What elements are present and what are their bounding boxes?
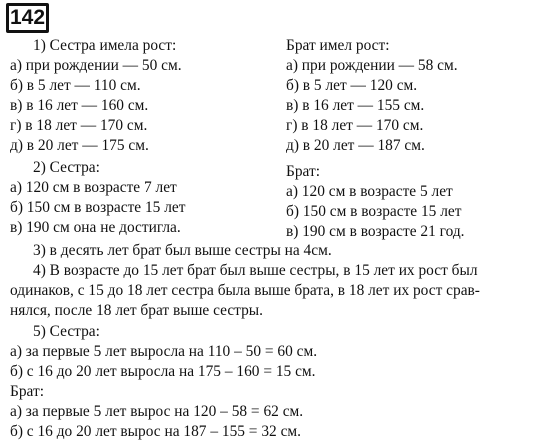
brother-height-item: а) при рождении — 58 см. [286,57,458,74]
growth-brother-heading: Брат: [10,383,44,400]
sister-height-heading: 1) Сестра имела рост: [33,37,177,54]
brother-height-heading: Брат имел рост: [286,37,390,54]
sister-height-item: а) при рождении — 50 см. [10,57,182,74]
brother-milestone-item: в) 190 см в возрасте 21 год. [286,223,465,240]
brother-milestone-heading: Брат: [286,163,320,180]
answer-part-4-line: нялся, после 18 лет брат выше сестры. [10,302,263,319]
sister-height-item: в) в 16 лет — 160 см. [10,97,149,114]
sister-milestone-heading: 2) Сестра: [33,159,100,176]
answer-part-3: 3) в десять лет брат был выше сестры на 4см. [33,242,332,259]
brother-height-item: д) в 20 лет — 187 см. [286,137,425,154]
brother-milestone-item: б) 150 см в возрасте 15 лет [286,203,462,220]
growth-sister-item: б) с 16 до 20 лет выросла на 175 – 160 = 15 см. [10,363,316,380]
brother-height-item: г) в 18 лет — 170 см. [286,117,424,134]
growth-sister-item: а) за первые 5 лет выросла на 110 – 50 = 60 см. [10,343,318,360]
growth-sister-heading: 5) Сестра: [33,323,100,340]
sister-height-item: б) в 5 лет — 110 см. [10,77,141,94]
brother-milestone-item: а) 120 см в возрасте 5 лет [286,183,453,200]
answer-part-4-line: 4) В возрасте до 15 лет брат был выше сестры, в 15 лет их рост был [33,262,478,279]
answer-part-4-line: одинаков, с 15 до 18 лет сестра была выше брата, в 18 лет их рост срав- [10,282,480,299]
sister-milestone-item: а) 120 см в возрасте 7 лет [10,179,177,196]
sister-height-item: д) в 20 лет — 175 см. [10,137,149,154]
sister-height-item: г) в 18 лет — 170 см. [10,117,148,134]
sister-milestone-item: б) 150 см в возрасте 15 лет [10,199,186,216]
sister-milestone-item: в) 190 см она не достигла. [10,219,181,236]
growth-brother-item: б) с 16 до 20 лет вырос на 187 – 155 = 32 см. [10,423,301,440]
brother-height-item: в) в 16 лет — 155 см. [286,97,425,114]
task-number-badge: 142 [6,3,49,33]
growth-brother-item: а) за первые 5 лет вырос на 120 – 58 = 62 см. [10,403,304,420]
brother-height-item: б) в 5 лет — 120 см. [286,77,418,94]
